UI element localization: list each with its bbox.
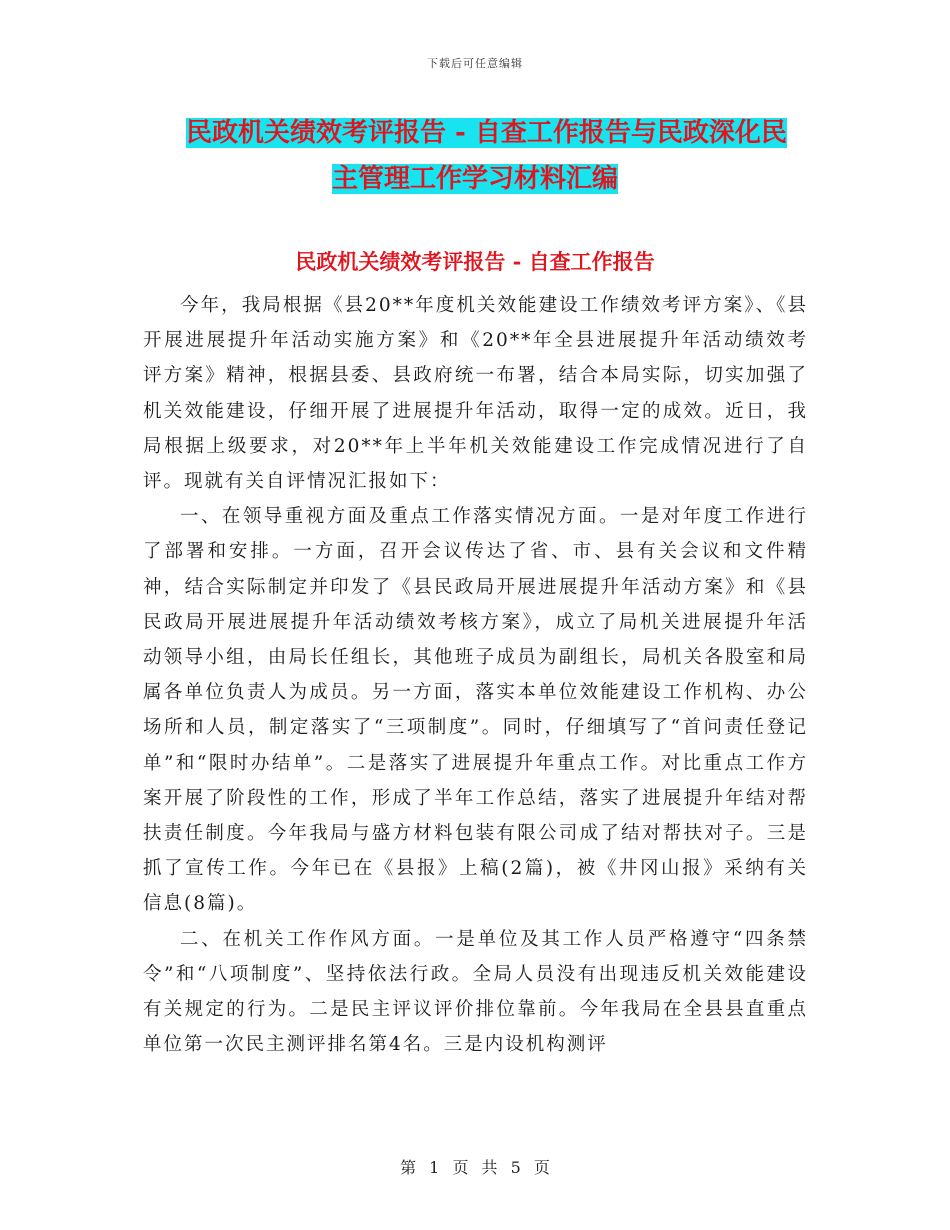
document-title-line-2 (186, 156, 826, 202)
document-title (186, 110, 826, 202)
title-highlight-2: 主管理工作学习材料汇编 (332, 164, 619, 194)
paragraph-3: 二、在机关工作作风方面。一是单位及其工作人员严格遵守“四条禁令”和“八项制度”、坚持依法行政。全局人员没有出现违反机关效能建设有关规定的行为。二是民主评议评价排位靠前。今年我局在全县县直重点单位第一次民主测评排名第4名。三是内设机构测评 (143, 928, 808, 1056)
section-title: 民政机关绩效考评报告 - 自查工作报告 (295, 249, 655, 274)
paragraph-1: 今年，我局根据《县20**年度机关效能建设工作绩效考评方案》、《县开展进展提升年活动实施方案》和《20**年全县进展提升年活动绩效考评方案》精神，根据县委、县政府统一布署，结合本局实际，切实加强了机关效能建设，仔细开展了进展提升年活动，取得一定的成效。近日，我局根据上级要求，对20**年上半年机关效能建设工作完成情况进行了自评。现就有关自评情况汇报如下： (143, 295, 808, 493)
document-body (143, 288, 808, 1062)
page-number: 第 1 页 共 5 页 (400, 1158, 550, 1177)
page-header-note: 下载后可任意编辑 (427, 57, 523, 70)
title-highlight-1: 民政机关绩效考评报告 - 自查工作报告与民政深化民 (186, 118, 787, 148)
paragraph-2: 一、在领导重视方面及重点工作落实情况方面。一是对年度工作进行了部署和安排。一方面，召开会议传达了省、市、县有关会议和文件精神，结合实际制定并印发了《县民政局开展进展提升年活动方案》和《县民政局开展进展提升年活动绩效考核方案》，成立了局机关进展提升年活动领导小组，由局长任组长，其他班子成员为副组长，局机关各股室和局属各单位负责人为成员。另一方面，落实本单位效能建设工作机构、办公场所和人员，制定落实了“三项制度”。同时，仔细填写了“首问责任登记单”和“限时办结单”。二是落实了进展提升年重点工作。对比重点工作方案开展了阶段性的工作，形成了半年工作总结，落实了进展提升年结对帮扶责任制度。今年我局与盛方材料包装有限公司成了结对帮扶对子。三是抓了宣传工作。今年已在《县报》上稿(2篇)，被《井冈山报》采纳有关信息(8篇)。 (143, 506, 808, 915)
document-title-line-1 (186, 110, 826, 156)
